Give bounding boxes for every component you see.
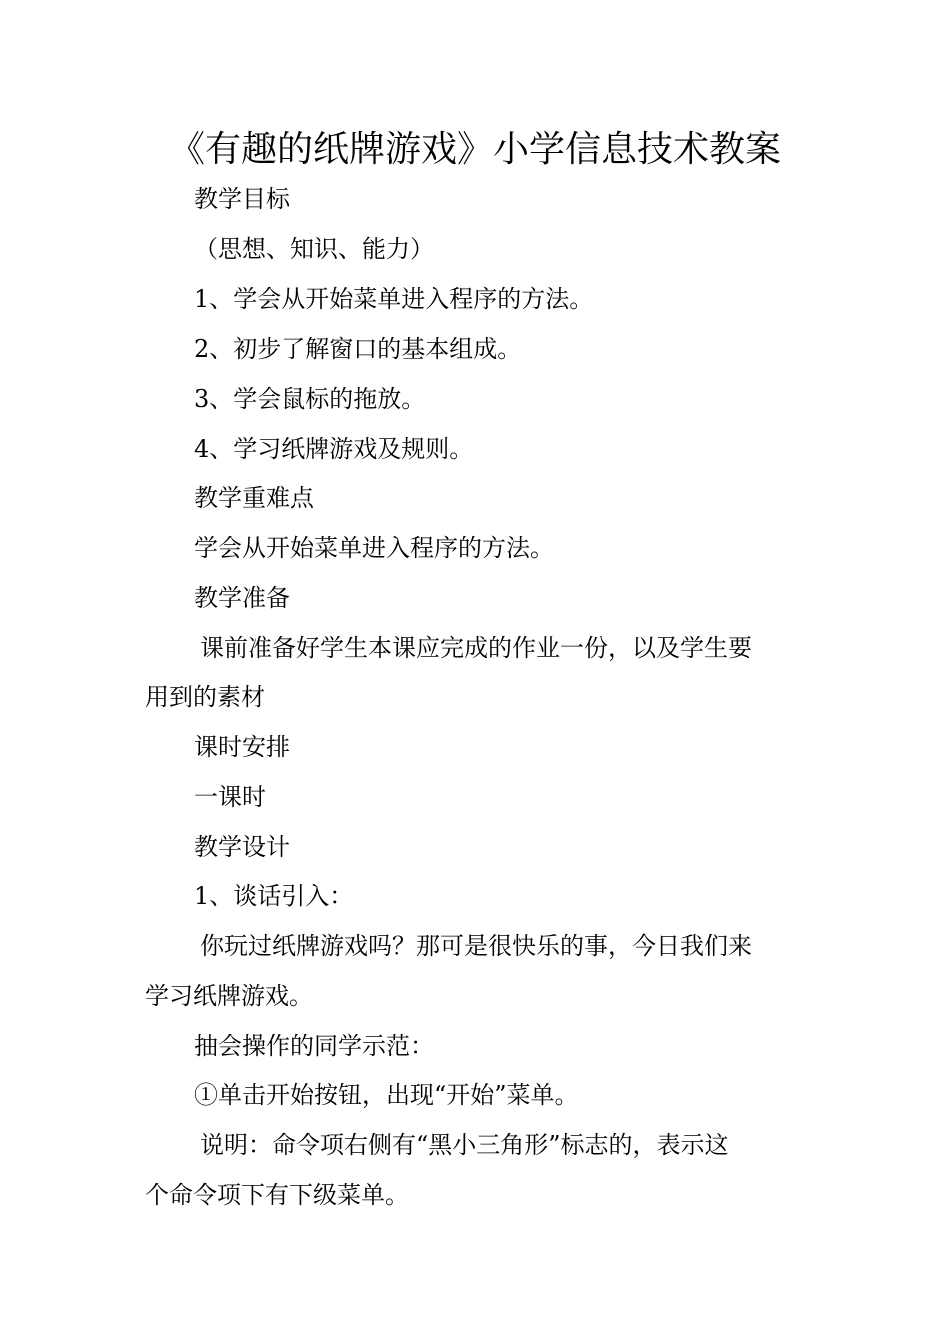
intro-text-line-1: 你玩过纸牌游戏吗？那可是很快乐的事，今日我们来 [200,932,752,960]
goal-item-2: 2、初步了解窗口的基本组成。 [194,335,522,363]
goals-subtitle: （思想、知识、能力） [194,235,434,263]
note-text-line-2: 个命令项下有下级菜单。 [145,1181,409,1209]
schedule-text: 一课时 [194,783,266,811]
heading-teaching-goals: 教学目标 [194,185,290,213]
goal-item-4: 4、学习纸牌游戏及规则。 [194,435,474,463]
intro-text-line-2: 学习纸牌游戏。 [145,982,313,1010]
heading-key-points: 教学重难点 [194,484,314,512]
design-step-1: 1、谈话引入： [194,882,354,910]
note-text-line-1: 说明：命令项右侧有“黑小三角形”标志的，表示这 [200,1131,729,1159]
preparation-text-line-2: 用到的素材 [145,683,265,711]
document-title: 《有趣的纸牌游戏》小学信息技术教案 [168,129,781,170]
key-points-text: 学会从开始菜单进入程序的方法。 [194,534,554,562]
preparation-text-line-1: 课前准备好学生本课应完成的作业一份，以及学生要 [200,634,752,662]
goal-item-3: 3、学会鼠标的拖放。 [194,385,426,413]
goal-item-1: 1、学会从开始菜单进入程序的方法。 [194,285,594,313]
demo-text: 抽会操作的同学示范： [194,1032,434,1060]
heading-preparation: 教学准备 [194,584,290,612]
demo-step-1: ①单击开始按钮，出现“开始”菜单。 [194,1081,579,1109]
heading-schedule: 课时安排 [194,733,290,761]
heading-design: 教学设计 [194,833,290,861]
